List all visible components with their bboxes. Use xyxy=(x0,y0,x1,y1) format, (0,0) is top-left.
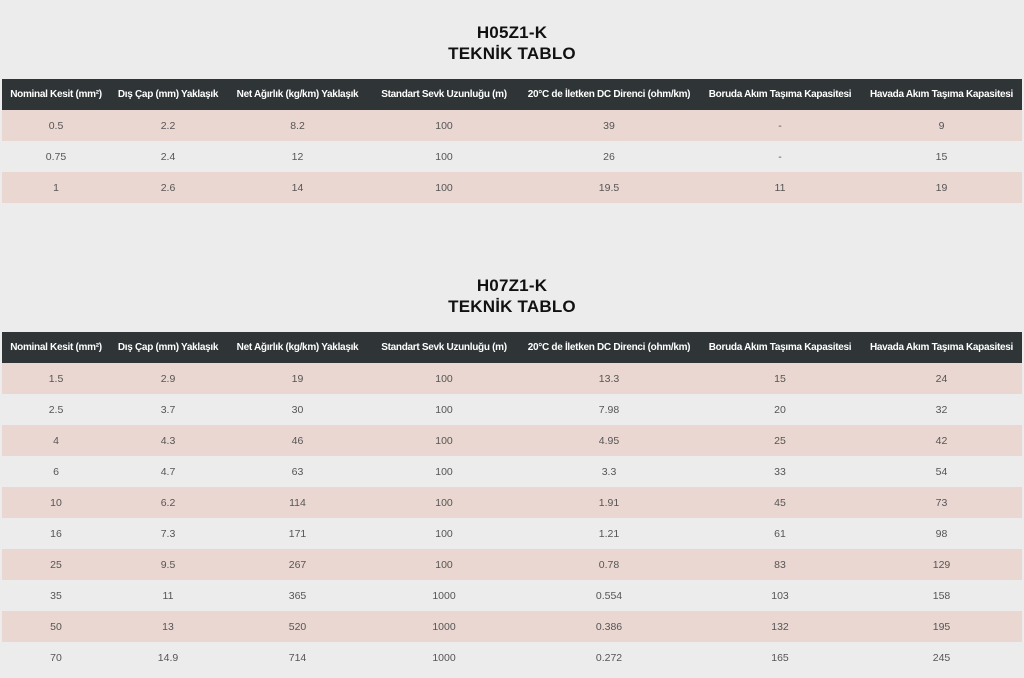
table-cell: 8.2 xyxy=(226,110,369,141)
table-cell: 195 xyxy=(861,611,1022,642)
table-cell: 70 xyxy=(2,642,110,673)
column-header: Net Ağırlık (kg/km) Yaklaşık xyxy=(226,79,369,110)
table-row xyxy=(2,549,1022,580)
table-row xyxy=(2,580,1022,611)
table-cell: 2.4 xyxy=(110,141,226,172)
table-row xyxy=(2,141,1022,172)
table-cell: 4.95 xyxy=(519,425,699,456)
column-header: Dış Çap (mm) Yaklaşık xyxy=(110,79,226,110)
table-cell: 1.21 xyxy=(519,518,699,549)
column-header: Nominal Kesit (mm²) xyxy=(2,79,110,110)
column-header: Net Ağırlık (kg/km) Yaklaşık xyxy=(226,332,369,363)
table-row xyxy=(2,394,1022,425)
table-cell: 19 xyxy=(226,363,369,394)
table-cell: 50 xyxy=(2,611,110,642)
table-cell: 46 xyxy=(226,425,369,456)
technical-table xyxy=(2,332,1022,673)
table-cell: 100 xyxy=(369,549,519,580)
table-row xyxy=(2,518,1022,549)
table-cell: 6 xyxy=(2,456,110,487)
table-cell: 14.9 xyxy=(110,642,226,673)
table-cell: 1000 xyxy=(369,611,519,642)
table-cell: 15 xyxy=(699,363,861,394)
table-cell: 1.5 xyxy=(2,363,110,394)
table-cell: 114 xyxy=(226,487,369,518)
table-cell: 0.272 xyxy=(519,642,699,673)
table-cell: 4.3 xyxy=(110,425,226,456)
table-cell: 15 xyxy=(861,141,1022,172)
table-cell: 4 xyxy=(2,425,110,456)
product-title: H05Z1-K xyxy=(476,23,548,42)
table-cell: 1 xyxy=(2,172,110,203)
table-cell: 54 xyxy=(861,456,1022,487)
table-subtitle: TEKNİK TABLO xyxy=(448,297,576,316)
table-subtitle: TEKNİK TABLO xyxy=(448,44,576,63)
column-header: Boruda Akım Taşıma Kapasitesi xyxy=(699,79,861,110)
table-cell: 0.75 xyxy=(2,141,110,172)
table-cell: 7.3 xyxy=(110,518,226,549)
table-cell: 35 xyxy=(2,580,110,611)
table-cell: - xyxy=(699,141,861,172)
table-cell: 7.98 xyxy=(519,394,699,425)
table-row xyxy=(2,110,1022,141)
table-cell: 1000 xyxy=(369,642,519,673)
table-cell: 6.2 xyxy=(110,487,226,518)
table-cell: 25 xyxy=(2,549,110,580)
table-section-h07z1k xyxy=(0,253,1024,664)
table-header-row xyxy=(2,332,1022,363)
table-cell: 0.554 xyxy=(519,580,699,611)
table-cell: 2.5 xyxy=(2,394,110,425)
column-header: Havada Akım Taşıma Kapasitesi xyxy=(861,79,1022,110)
column-header: Standart Sevk Uzunluğu (m) xyxy=(369,332,519,363)
table-cell: 63 xyxy=(226,456,369,487)
table-cell: 100 xyxy=(369,110,519,141)
table-cell: 2.2 xyxy=(110,110,226,141)
table-cell: 267 xyxy=(226,549,369,580)
table-cell: 3.7 xyxy=(110,394,226,425)
column-header: 20°C de İletken DC Direnci (ohm/km) xyxy=(519,79,699,110)
table-cell: 100 xyxy=(369,363,519,394)
table-cell: 9 xyxy=(861,110,1022,141)
table-cell: 129 xyxy=(861,549,1022,580)
table-cell: 30 xyxy=(226,394,369,425)
table-cell: 365 xyxy=(226,580,369,611)
table-row xyxy=(2,172,1022,203)
product-title: H07Z1-K xyxy=(476,276,548,295)
table-cell: 32 xyxy=(861,394,1022,425)
table-cell: 1000 xyxy=(369,580,519,611)
table-row xyxy=(2,487,1022,518)
table-cell: 0.5 xyxy=(2,110,110,141)
table-header-row xyxy=(2,79,1022,110)
table-cell: 4.7 xyxy=(110,456,226,487)
table-cell: 11 xyxy=(110,580,226,611)
table-cell: 171 xyxy=(226,518,369,549)
column-header: Standart Sevk Uzunluğu (m) xyxy=(369,79,519,110)
table-cell: 14 xyxy=(226,172,369,203)
table-row xyxy=(2,425,1022,456)
table-cell: 11 xyxy=(699,172,861,203)
table-cell: 100 xyxy=(369,141,519,172)
table-cell: 3.3 xyxy=(519,456,699,487)
table-cell: 100 xyxy=(369,487,519,518)
table-cell: 132 xyxy=(699,611,861,642)
table-cell: 73 xyxy=(861,487,1022,518)
table-cell: - xyxy=(699,110,861,141)
table-cell: 100 xyxy=(369,518,519,549)
table-cell: 10 xyxy=(2,487,110,518)
table-section-h05z1k xyxy=(0,0,1024,194)
table-cell: 45 xyxy=(699,487,861,518)
table-cell: 26 xyxy=(519,141,699,172)
table-cell: 39 xyxy=(519,110,699,141)
table-cell: 100 xyxy=(369,172,519,203)
table-cell: 1.91 xyxy=(519,487,699,518)
table-cell: 13 xyxy=(110,611,226,642)
table-cell: 0.386 xyxy=(519,611,699,642)
column-header: Havada Akım Taşıma Kapasitesi xyxy=(861,332,1022,363)
table-cell: 20 xyxy=(699,394,861,425)
table-cell: 520 xyxy=(226,611,369,642)
table-cell: 33 xyxy=(699,456,861,487)
table-cell: 12 xyxy=(226,141,369,172)
table-cell: 98 xyxy=(861,518,1022,549)
table-cell: 83 xyxy=(699,549,861,580)
table-cell: 158 xyxy=(861,580,1022,611)
table-row xyxy=(2,642,1022,673)
table-cell: 61 xyxy=(699,518,861,549)
table-row xyxy=(2,363,1022,394)
table-cell: 16 xyxy=(2,518,110,549)
column-header: Nominal Kesit (mm²) xyxy=(2,332,110,363)
table-cell: 0.78 xyxy=(519,549,699,580)
table-row xyxy=(2,456,1022,487)
column-header: Boruda Akım Taşıma Kapasitesi xyxy=(699,332,861,363)
table-cell: 13.3 xyxy=(519,363,699,394)
section-heading xyxy=(0,253,1024,317)
table-cell: 25 xyxy=(699,425,861,456)
column-header: 20°C de İletken DC Direnci (ohm/km) xyxy=(519,332,699,363)
table-row xyxy=(2,611,1022,642)
section-heading xyxy=(0,0,1024,64)
table-cell: 714 xyxy=(226,642,369,673)
table-cell: 245 xyxy=(861,642,1022,673)
technical-table xyxy=(2,79,1022,203)
table-cell: 2.6 xyxy=(110,172,226,203)
table-cell: 103 xyxy=(699,580,861,611)
table-cell: 19.5 xyxy=(519,172,699,203)
table-cell: 100 xyxy=(369,425,519,456)
table-cell: 2.9 xyxy=(110,363,226,394)
table-cell: 100 xyxy=(369,456,519,487)
table-cell: 24 xyxy=(861,363,1022,394)
column-header: Dış Çap (mm) Yaklaşık xyxy=(110,332,226,363)
table-cell: 42 xyxy=(861,425,1022,456)
table-cell: 19 xyxy=(861,172,1022,203)
table-cell: 165 xyxy=(699,642,861,673)
table-cell: 100 xyxy=(369,394,519,425)
table-cell: 9.5 xyxy=(110,549,226,580)
